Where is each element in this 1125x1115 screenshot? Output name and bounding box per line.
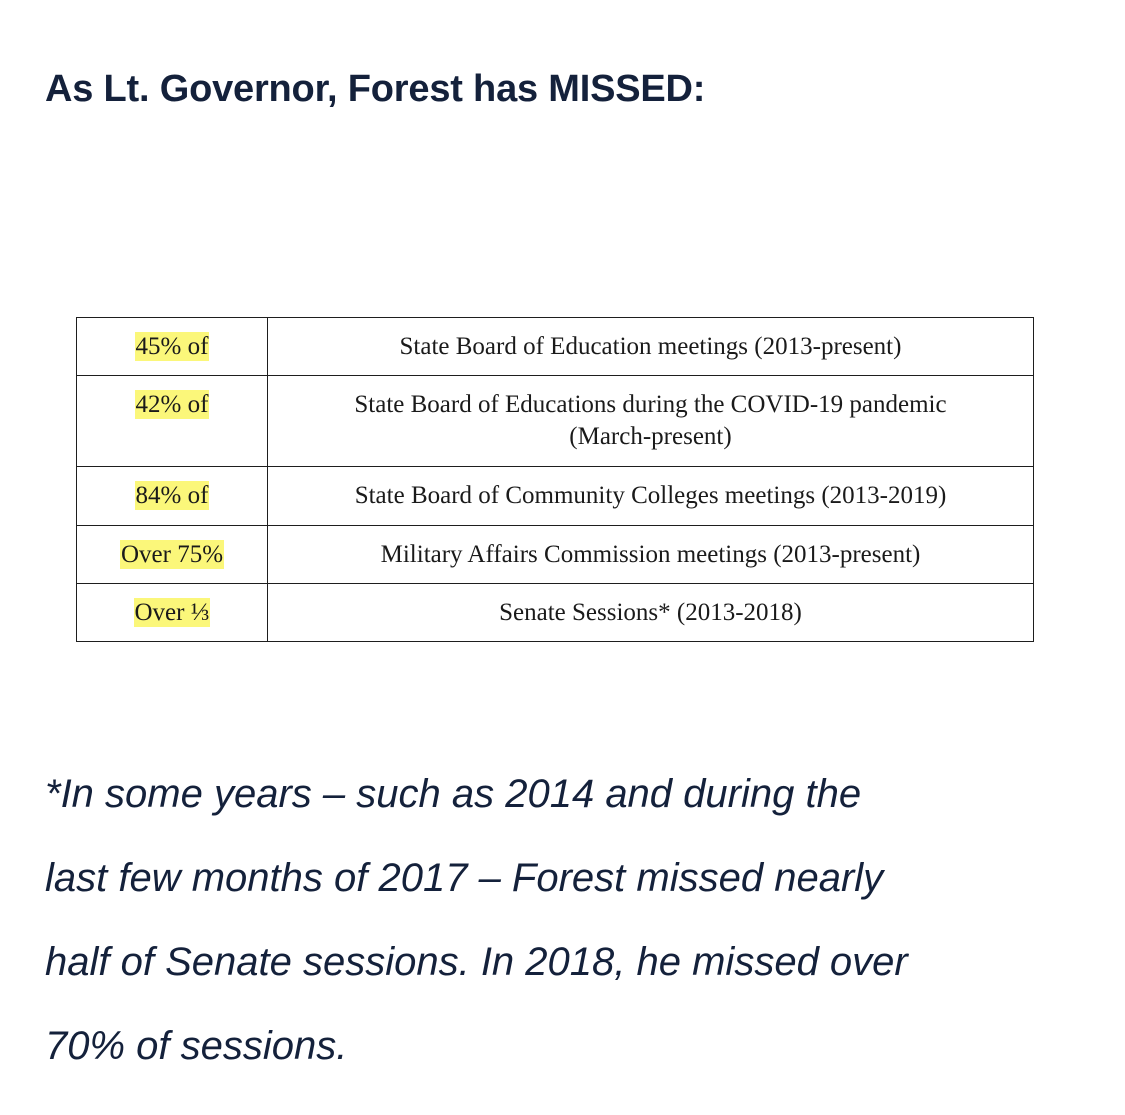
highlighted-percentage: 45% of bbox=[135, 333, 209, 360]
description-text-line-2: (March-present) bbox=[569, 423, 732, 450]
description-text: State Board of Educations during the COVID-19 pandemic bbox=[354, 391, 947, 418]
highlighted-percentage: 84% of bbox=[135, 482, 209, 509]
description-text: Senate Sessions* (2013-2018) bbox=[499, 599, 802, 626]
footnote-line: last few months of 2017 – Forest missed nearly bbox=[45, 856, 884, 900]
table-row bbox=[77, 318, 1034, 376]
description-text: State Board of Community Colleges meetings (2013-2019) bbox=[354, 482, 947, 509]
description-cell bbox=[268, 526, 1034, 584]
highlighted-percentage: Over ⅓ bbox=[134, 599, 210, 626]
description-cell bbox=[268, 318, 1034, 376]
footnote-line: 70% of sessions. bbox=[45, 1024, 348, 1068]
description-cell bbox=[268, 467, 1034, 526]
footnote-line: half of Senate sessions. In 2018, he missed over bbox=[45, 940, 908, 984]
percentage-cell bbox=[77, 318, 268, 376]
percentage-cell bbox=[77, 467, 268, 526]
description-text: Military Affairs Commission meetings (2013-present) bbox=[380, 541, 921, 568]
table-row bbox=[77, 584, 1034, 642]
description-cell bbox=[268, 376, 1034, 467]
missed-meetings-table bbox=[76, 317, 1034, 642]
percentage-cell bbox=[77, 376, 268, 467]
table-row bbox=[77, 526, 1034, 584]
footnote-line: *In some years – such as 2014 and during the bbox=[45, 772, 862, 816]
page-heading: As Lt. Governor, Forest has MISSED: bbox=[45, 68, 706, 110]
highlighted-percentage: 42% of bbox=[135, 391, 209, 418]
percentage-cell bbox=[77, 526, 268, 584]
description-text: State Board of Education meetings (2013-present) bbox=[399, 333, 902, 360]
table-row bbox=[77, 376, 1034, 467]
table-row bbox=[77, 467, 1034, 526]
highlighted-percentage: Over 75% bbox=[120, 541, 224, 568]
percentage-cell bbox=[77, 584, 268, 642]
description-cell bbox=[268, 584, 1034, 642]
footnote bbox=[45, 752, 1085, 1088]
